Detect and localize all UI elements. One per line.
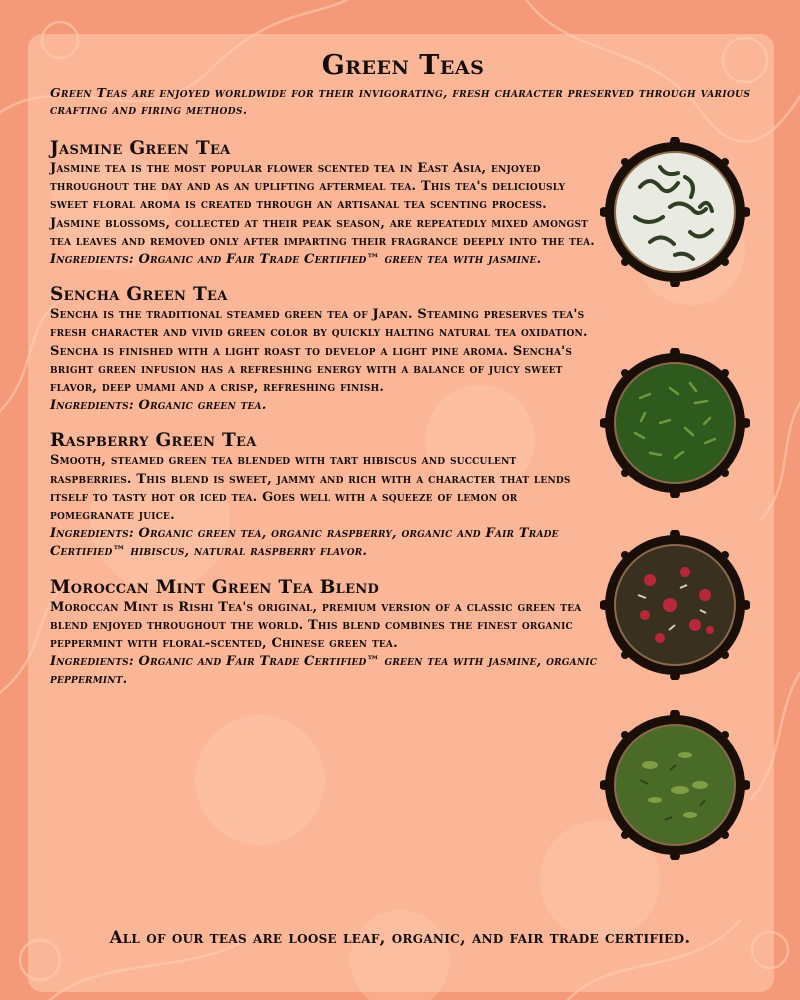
tea-name: Sencha Green Tea	[50, 284, 228, 306]
page-title: Green Teas	[321, 50, 485, 81]
intro-text: Green Teas are enjoyed worldwide for their invigorating, fresh character preserved through various crafting and firing methods.	[50, 85, 751, 117]
tea-description: Jasmine tea is the most popular flower scented tea in East Asia, enjoyed throughout the day and as an uplifting aftermeal tea. This tea's deliciously sweet floral aroma is created through an artisanal tea scenting process. Jasmine blossoms, collected at their peak season, are repeatedly mixed amongst tea leaves and removed only after imparting their fragrance deeply into the tea.	[50, 161, 595, 249]
tea-ingredients: Ingredients: Organic and Fair Trade Certified™ green tea with jasmine.	[50, 252, 542, 268]
tea-ingredients: Ingredients: Organic green tea, organic raspberry, organic and Fair Trade Certified™ hibiscus, natural raspberry flavor.	[50, 526, 559, 560]
tea-item-moroccan-mint	[50, 577, 600, 690]
tea-item-sencha	[50, 284, 600, 415]
tea-ingredients: Ingredients: Organic and Fair Trade Certified™ green tea with jasmine, organic peppermint.	[50, 654, 598, 688]
tea-description: Moroccan Mint is Rishi Tea's original, premium version of a classic green tea blend enjoyed throughout the world. This blend combines the finest organic peppermint with floral-scented, Chinese green tea.	[50, 599, 582, 652]
jasmine-tea-image	[600, 137, 750, 287]
tea-item-jasmine	[50, 138, 600, 269]
tea-description: Sencha is the traditional steamed green tea of Japan. Steaming preserves tea's fresh character and vivid green color by quickly halting natural tea oxidation. Sencha is finished with a light roast to develop a light pine aroma. Sencha's bright green infusion has a refreshing energy with a balance of juicy sweet flavor, deep umami and a crisp, refreshing finish.	[50, 307, 588, 396]
tea-description: Smooth, steamed green tea blended with tart hibiscus and succulent raspberries. This blend is sweet, jammy and rich with a character that lends itself to tasty hot or iced tea. Goes well with a squeeze of lemon or pomegranate juice.	[50, 453, 571, 524]
sencha-tea-image	[600, 348, 750, 498]
raspberry-tea-image	[600, 530, 750, 680]
tea-ingredients: Ingredients: Organic green tea.	[50, 398, 267, 414]
tea-name: Raspberry Green Tea	[50, 430, 257, 452]
tea-name: Moroccan Mint Green Tea Blend	[50, 576, 380, 598]
tea-item-raspberry	[50, 430, 600, 561]
moroccan-mint-tea-image	[600, 710, 750, 860]
footer-note: All of our teas are loose leaf, organic, and fair trade certified.	[109, 928, 691, 947]
tea-name: Jasmine Green Tea	[50, 138, 231, 159]
